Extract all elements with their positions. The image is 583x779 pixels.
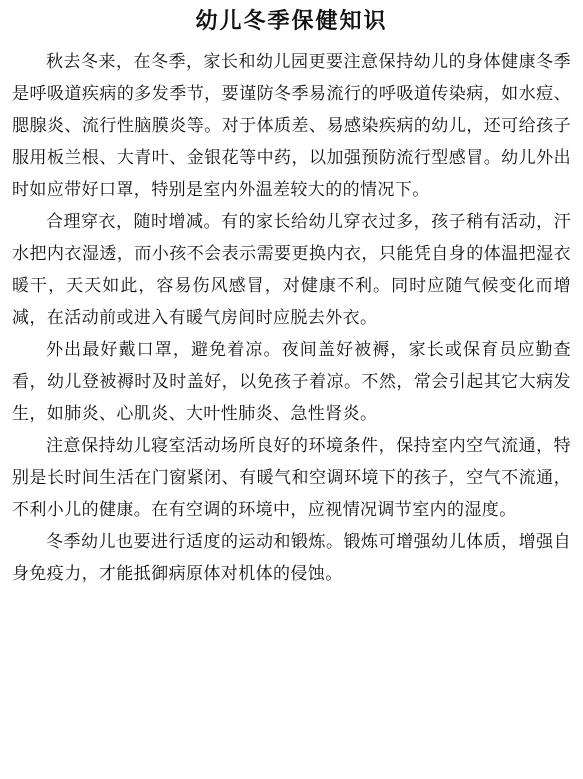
paragraph-5: 冬季幼儿也要进行适度的运动和锻炼。锻炼可增强幼儿体质，增强自身免疫力，才能抵御病原体对机体的侵蚀。 [12, 532, 571, 584]
paragraph-4: 注意保持幼儿寝室活动场所良好的环境条件，保持室内空气流通，特别是长时间生活在门窗紧闭、有暖气和空调环境下的孩子，空气不流通，不利小儿的健康。在有空调的环境中，应视情况调节室内的湿度。 [12, 436, 571, 520]
paragraph-1: 秋去冬来，在冬季，家长和幼儿园更要注意保持幼儿的身体健康冬季是呼吸道疾病的多发季节，要谨防冬季易流行的呼吸道传染病，如水痘、腮腺炎、流行性脑膜炎等。对于体质差、易感染疾病的幼儿，还可给孩子服用板兰根、大青叶、金银花等中药，以加强预防流行型感冒。幼儿外出时如应带好口罩，特别是室内外温差较大的的情况下。 [12, 52, 571, 200]
paragraph-3: 外出最好戴口罩，避免着凉。夜间盖好被褥，家长或保育员应勤查看，幼儿登被褥时及时盖好，以免孩子着凉。不然，常会引起其它大病发生，如肺炎、心肌炎、大叶性肺炎、急性肾炎。 [12, 340, 571, 424]
page-title: 幼儿冬季保健知识 [195, 8, 388, 34]
paragraph-2: 合理穿衣，随时增减。有的家长给幼儿穿衣过多，孩子稍有活动，汗水把内衣湿透，而小孩不会表示需要更换内衣，只能凭自身的体温把湿衣暖干，天天如此，容易伤风感冒，对健康不利。同时应随气候变化而增减，在活动前或进入有暖气房间时应脱去外衣。 [12, 212, 571, 328]
